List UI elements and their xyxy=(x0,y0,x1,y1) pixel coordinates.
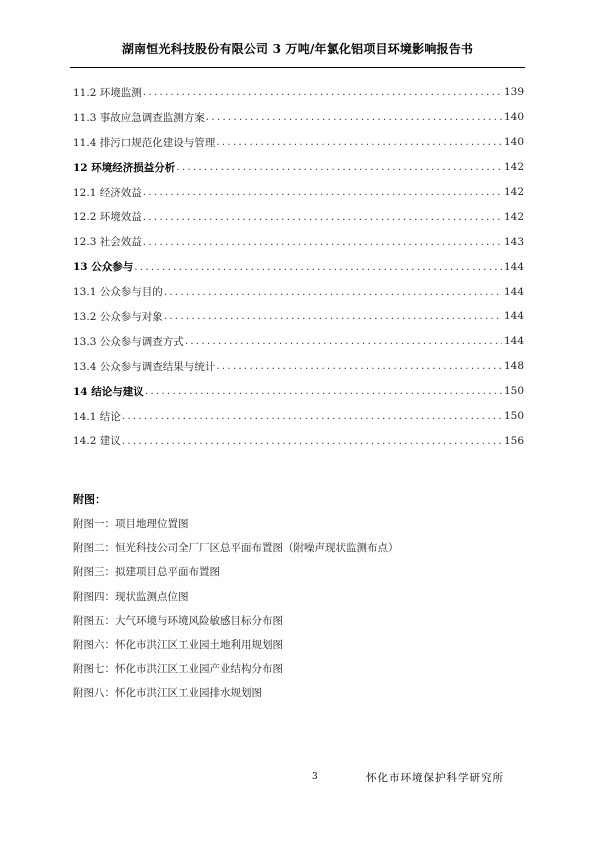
toc-section-entry[interactable] xyxy=(73,229,524,254)
toc-section-entry[interactable] xyxy=(73,180,524,205)
toc-chapter-entry[interactable] xyxy=(73,155,524,180)
toc-section-entry[interactable] xyxy=(73,354,524,379)
toc-entry-label: 12 环境经济损益分析 xyxy=(73,161,176,174)
toc-entry-page: 142 xyxy=(503,186,524,198)
toc-section-entry[interactable] xyxy=(73,428,524,453)
toc-entry-label: 12.2 环境效益 xyxy=(73,211,142,224)
toc-entry-page: 150 xyxy=(503,410,524,423)
toc-section-entry[interactable] xyxy=(73,329,524,354)
toc-dot-leader xyxy=(122,435,502,447)
toc-dot-leader xyxy=(185,335,502,347)
toc-entry-page: 144 xyxy=(503,260,524,273)
toc-dot-leader xyxy=(143,86,502,98)
appendix-item: 附图八：怀化市洪江区工业园排水规划图 xyxy=(73,687,262,700)
toc-entry-page: 144 xyxy=(503,310,524,323)
toc-entry-page: 148 xyxy=(503,360,524,373)
toc-section-entry[interactable] xyxy=(73,105,524,130)
toc-dot-leader xyxy=(145,385,502,397)
toc-entry-page: 142 xyxy=(503,161,524,174)
toc-section-entry[interactable] xyxy=(73,404,524,429)
toc-dot-leader xyxy=(134,261,502,273)
toc-entry-page: 144 xyxy=(503,335,524,348)
toc-section-entry[interactable] xyxy=(73,279,524,304)
toc-dot-leader xyxy=(216,360,502,372)
page-number: 3 xyxy=(312,772,318,782)
footer-organization: 怀化市环境保护科学研究所 xyxy=(366,772,504,784)
toc-dot-leader xyxy=(143,211,502,223)
toc-entry-label: 13.1 公众参与目的 xyxy=(73,286,163,299)
appendix-figures xyxy=(73,488,524,706)
appendix-title: 附图： xyxy=(73,493,106,506)
toc-dot-leader xyxy=(164,310,502,322)
appendix-item: 附图三：拟建项目总平面布置图 xyxy=(73,566,220,579)
toc-entry-label: 14.2 建议 xyxy=(73,435,121,448)
appendix-item: 附图一：项目地理位置图 xyxy=(73,518,189,530)
toc-entry-label: 12.3 社会效益 xyxy=(73,236,142,249)
toc-section-entry[interactable] xyxy=(73,80,524,105)
appendix-list xyxy=(73,512,524,706)
toc-entry-page: 139 xyxy=(503,86,524,99)
toc-entry-label: 13.3 公众参与调查方式 xyxy=(73,335,184,348)
toc-entry-page: 143 xyxy=(503,235,524,248)
toc-dot-leader xyxy=(164,286,502,298)
appendix-item: 附图六：怀化市洪江区工业园土地利用规划图 xyxy=(73,638,283,651)
toc-dot-leader xyxy=(176,161,502,173)
toc-entry-page: 142 xyxy=(503,210,524,223)
toc-dot-leader xyxy=(143,236,502,248)
toc-entry-label: 12.1 经济效益 xyxy=(73,186,142,199)
toc-chapter-entry[interactable] xyxy=(73,379,524,404)
toc-entry-page: 140 xyxy=(503,136,524,149)
toc-section-entry[interactable] xyxy=(73,304,524,329)
appendix-item: 附图七：怀化市洪江区工业园产业结构分布图 xyxy=(73,663,283,676)
toc-entry-label: 13.2 公众参与对象 xyxy=(73,310,163,323)
toc-section-entry[interactable] xyxy=(73,204,524,229)
toc-entry-page: 144 xyxy=(503,285,524,298)
toc-chapter-entry[interactable] xyxy=(73,254,524,279)
appendix-item: 附图五：大气环境与环境风险敏感目标分布图 xyxy=(73,614,283,627)
toc-entry-page: 140 xyxy=(503,111,524,124)
toc-entry-label: 13 公众参与 xyxy=(73,261,134,274)
toc-entry-label: 14.1 结论 xyxy=(73,410,121,423)
toc-entry-label: 11.4 排污口规范化建设与管理 xyxy=(73,136,216,149)
toc-entry-label: 13.4 公众参与调查结果与统计 xyxy=(73,360,216,373)
toc-entry-label: 11.3 事故应急调查监测方案 xyxy=(73,111,205,124)
table-of-contents xyxy=(73,80,524,453)
toc-section-entry[interactable] xyxy=(73,130,524,155)
toc-entry-page: 156 xyxy=(503,434,524,447)
toc-dot-leader xyxy=(122,410,502,422)
appendix-item: 附图二：恒光科技公司全厂厂区总平面布置图（附噪声现状监测布点） xyxy=(73,542,399,555)
toc-entry-page: 150 xyxy=(503,385,524,398)
toc-dot-leader xyxy=(216,136,502,148)
toc-entry-label: 14 结论与建议 xyxy=(73,385,144,398)
toc-entry-label: 11.2 环境监测 xyxy=(73,86,142,99)
toc-dot-leader xyxy=(206,111,502,123)
header-rule xyxy=(70,67,525,68)
document-header-title: 湖南恒光科技股份有限公司 3 万吨/年氯化铝项目环境影响报告书 xyxy=(121,42,474,56)
appendix-item: 附图四：现状监测点位图 xyxy=(73,590,189,603)
toc-dot-leader xyxy=(143,186,502,198)
